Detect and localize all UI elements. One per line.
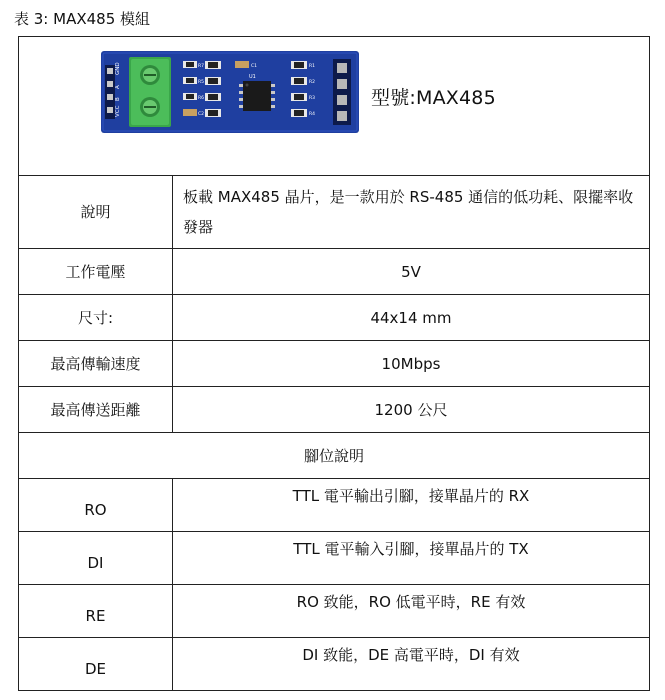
pin-header [105, 65, 115, 119]
right-pin-header [333, 59, 351, 125]
pin-label: RE [19, 585, 173, 638]
label-c1: C1 [251, 64, 258, 69]
max485-board-image [101, 51, 359, 133]
pin-label: DI [19, 532, 173, 585]
pin-description: TTL 電平輸出引腳，接單晶片的 RX [173, 479, 650, 532]
spec-value: 44x14 mm [173, 295, 650, 341]
pin-label-gnd: GND [115, 62, 121, 75]
pin-description: DI 致能，DE 高電平時，DI 有效 [173, 638, 650, 691]
spec-label: 尺寸: [19, 295, 173, 341]
image-cell [19, 37, 650, 176]
image-row [19, 37, 650, 176]
spec-label: 工作電壓 [19, 249, 173, 295]
label-r6: R6 [198, 96, 204, 101]
label-r2: R2 [309, 80, 315, 85]
label-r7: R7 [198, 64, 204, 69]
label-r4: R4 [309, 112, 315, 117]
chip-label: U1 [249, 74, 256, 80]
spec-value: 5V [173, 249, 650, 295]
spec-label: 最高傳送距離 [19, 387, 173, 433]
pin-row-re [19, 585, 650, 638]
screw-terminal [129, 57, 171, 127]
spec-row-speed [19, 341, 650, 387]
model-name: 型號:MAX485 [371, 87, 496, 109]
pin-header-row [19, 433, 650, 479]
pin-label-vcc: VCC [115, 105, 121, 117]
pin-description: TTL 電平輸入引腳，接單晶片的 TX [173, 532, 650, 585]
pin-label-b: B [115, 97, 121, 101]
pin-row-de [19, 638, 650, 691]
spec-value: 板載 MAX485 晶片，是一款用於 RS-485 通信的低功耗、限擺率收發器 [173, 176, 650, 249]
spec-label: 最高傳輸速度 [19, 341, 173, 387]
label-c2: C2 [198, 112, 205, 117]
spec-row-distance [19, 387, 650, 433]
table-caption: 表 3: MAX485 模組 [14, 10, 151, 28]
spec-row-size [19, 295, 650, 341]
spec-value: 10Mbps [173, 341, 650, 387]
pin-label: RO [19, 479, 173, 532]
spec-value: 1200 公尺 [173, 387, 650, 433]
pin-description: RO 致能，RO 低電平時，RE 有效 [173, 585, 650, 638]
spec-label: 說明 [19, 176, 173, 249]
pin-label-a: A [115, 85, 121, 89]
label-r3: R3 [309, 96, 315, 101]
label-r5: R5 [198, 80, 204, 85]
pin-row-di [19, 532, 650, 585]
pin-section-header: 腳位說明 [19, 433, 650, 479]
spec-row-description [19, 176, 650, 249]
spec-row-voltage [19, 249, 650, 295]
pin-row-ro [19, 479, 650, 532]
pin-label: DE [19, 638, 173, 691]
spec-table [18, 36, 650, 691]
label-r1: R1 [309, 64, 315, 69]
